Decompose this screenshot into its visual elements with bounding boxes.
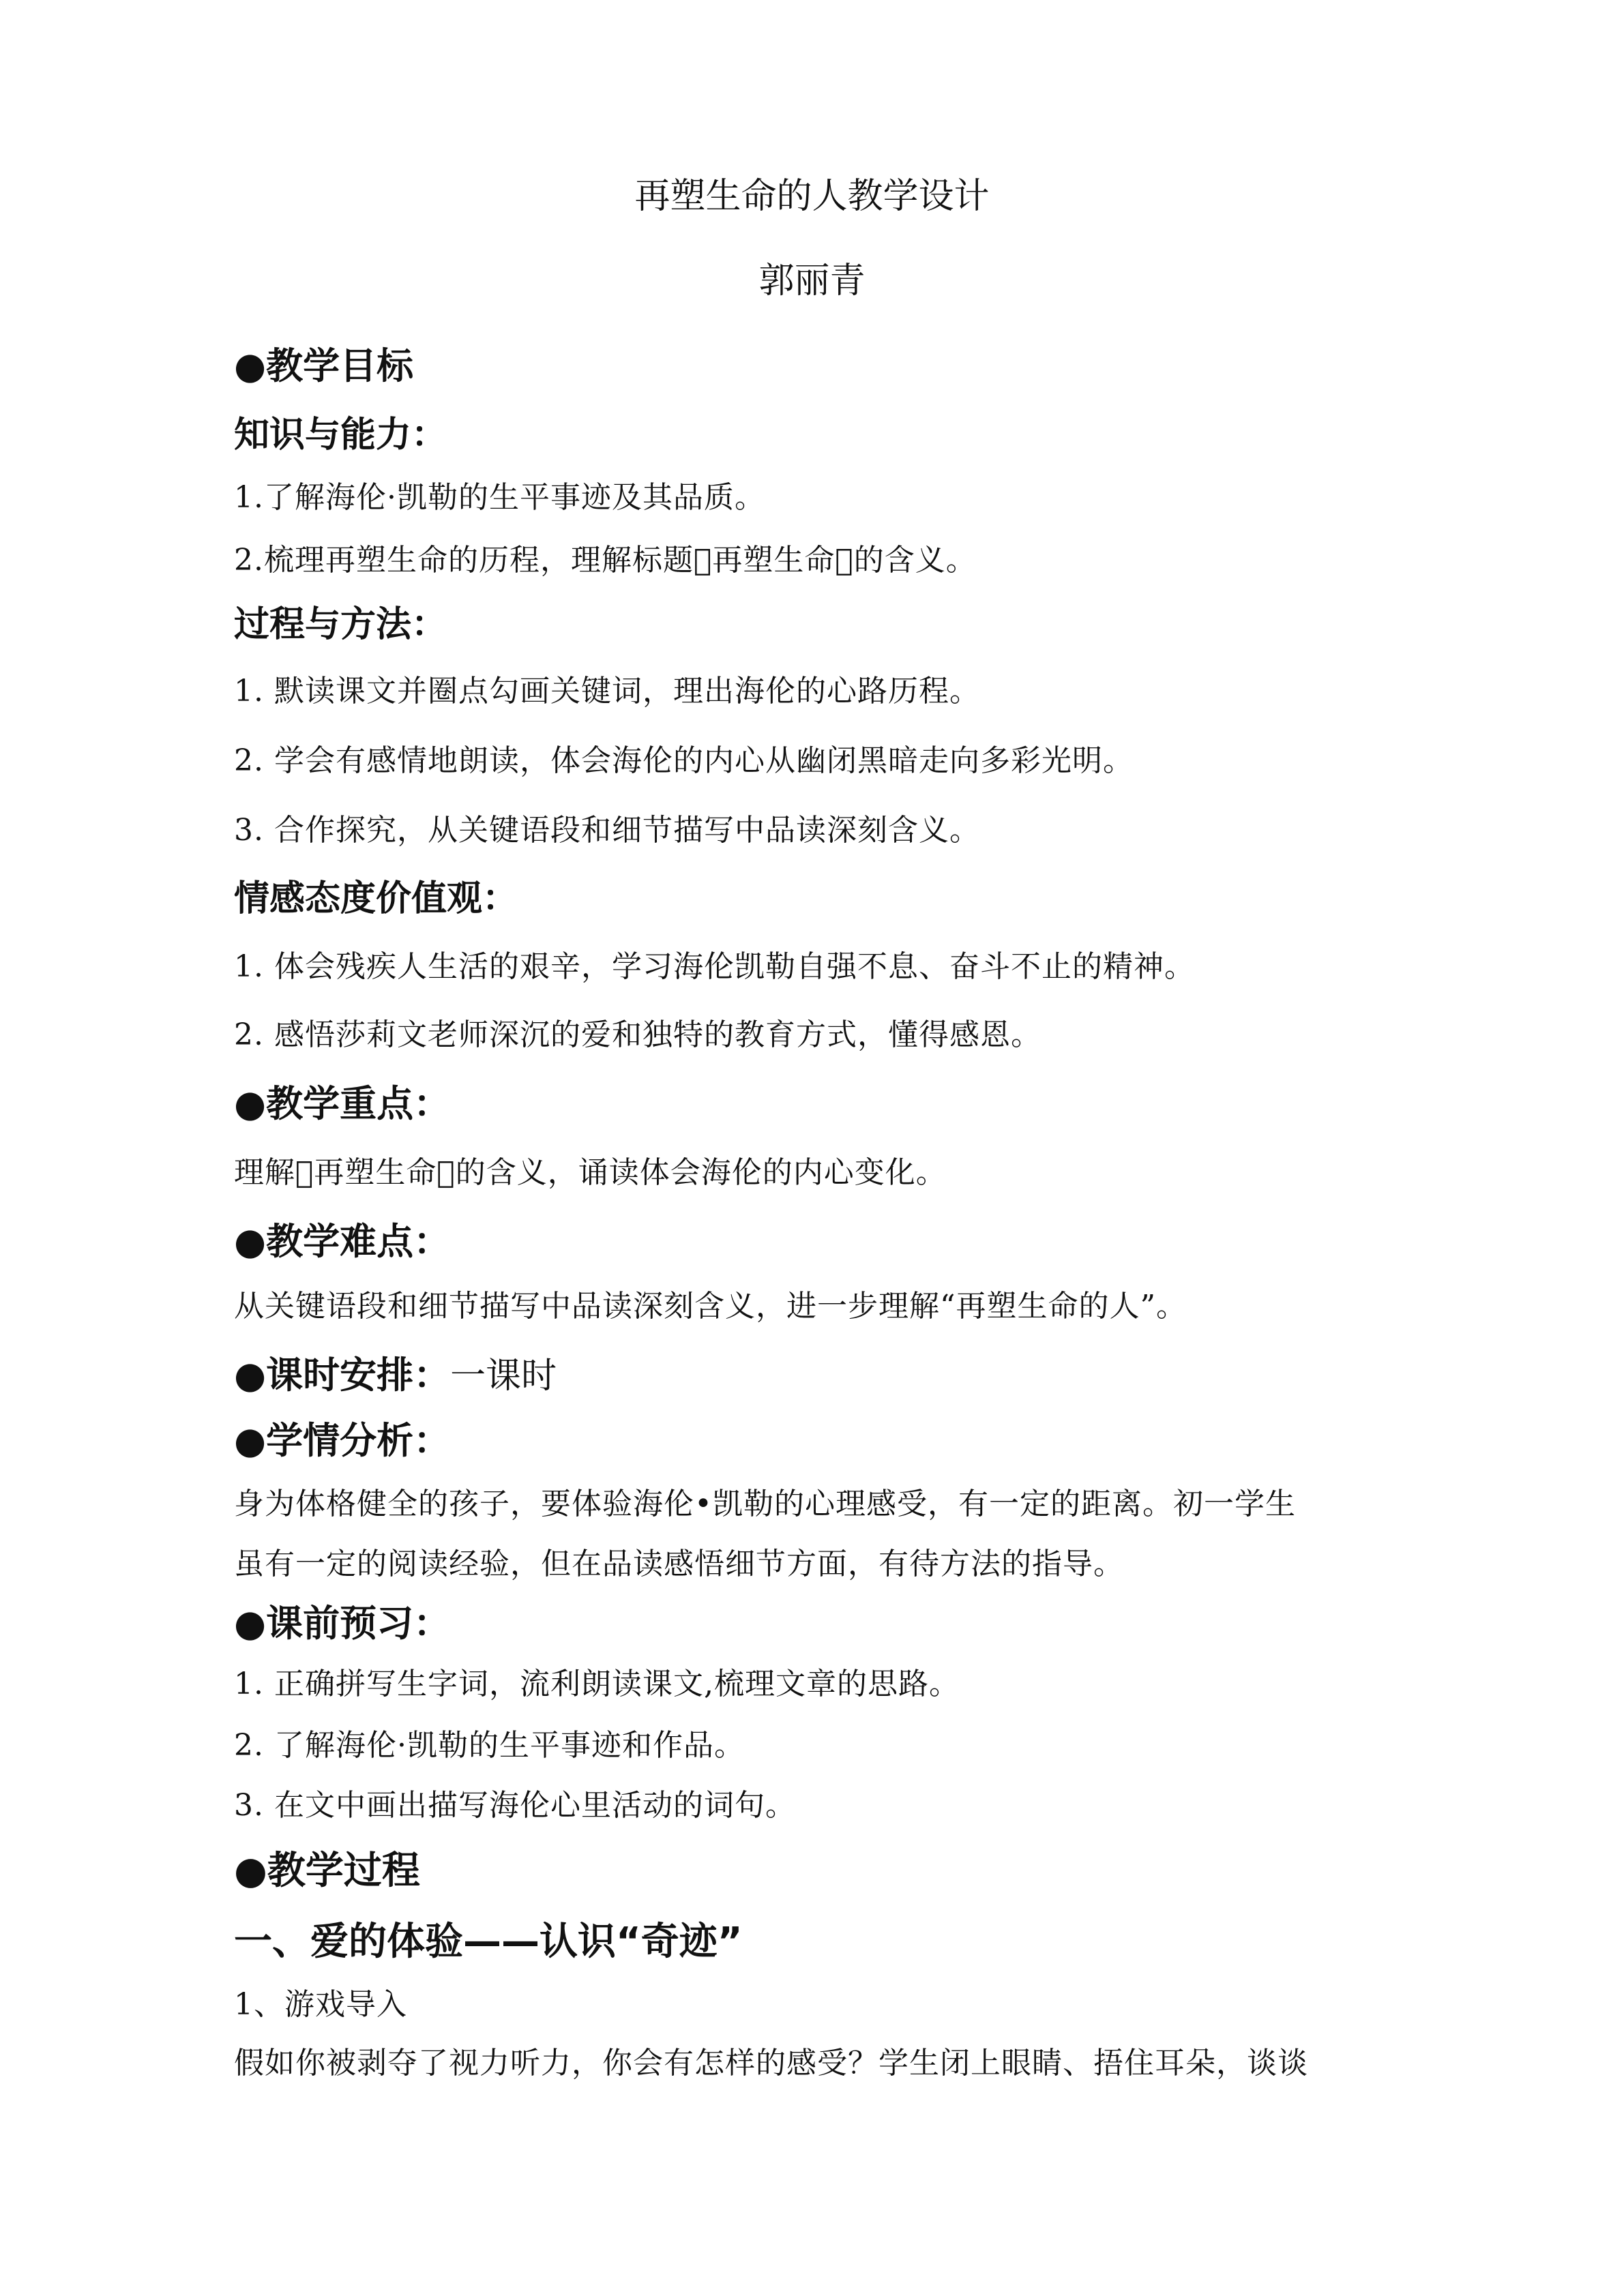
analysis-heading: ●学情分析： [234,1419,451,1462]
process-method-heading: 过程与方法： [234,604,447,645]
key-points-heading: ●教学重点： [234,1082,451,1125]
preview-item: 1. 正确拼写生字词，流利朗读课文,梳理文章的思路。 [234,1667,960,1701]
knowledge-heading: 知识与能力： [234,415,447,456]
difficulties-heading: ●教学难点： [234,1220,451,1263]
teaching-process-heading: ●教学过程 [234,1849,420,1893]
document-author: 郭丽青 [758,260,866,301]
objectives-heading: ●教学目标 [234,344,414,387]
knowledge-item: 1.了解海伦·凯勒的生平事迹及其品质。 [234,480,765,515]
key-points-text: 理解 再塑生命 的含义，诵读体会海伦的内心变化。 [234,1155,947,1190]
analysis-line: 身为体格健全的孩子，要体验海伦•凯勒的心理感受，有一定的距离。初一学生 [234,1487,1296,1521]
preview-heading: ●课前预习： [234,1602,451,1645]
process-method-item: 1. 默读课文并圈点勾画关键词，理出海伦的心路历程。 [234,674,980,709]
part1-step: 1、游戏导入 [234,1987,407,2022]
part1-text: 假如你被剥夺了视力听力，你会有怎样的感受？学生闭上眼睛、捂住耳朵，谈谈 [234,2046,1308,2081]
schedule-value: 一课时 [450,1356,557,1397]
knowledge-item: 2.梳理再塑生命的历程，理解标题 再塑生命 的含义。 [234,543,977,578]
difficulties-text: 从关键语段和细节描写中品读深刻含义，进一步理解“再塑生命的人”。 [234,1289,1187,1324]
schedule-line [234,1354,1530,1397]
part1-heading: 一、爱的体验——认识“奇迹” [234,1920,743,1964]
process-method-item: 3. 合作探究，从关键语段和细节描写中品读深刻含义。 [234,813,980,848]
emotion-item: 2. 感悟莎莉文老师深沉的爱和独特的教育方式，懂得感恩。 [234,1017,1042,1052]
analysis-line: 虽有一定的阅读经验，但在品读感悟细节方面，有待方法的指导。 [234,1547,1124,1581]
emotion-heading: 情感态度价值观： [234,878,518,919]
process-method-item: 2. 学会有感情地朗读，体会海伦的内心从幽闭黑暗走向多彩光明。 [234,743,1134,778]
emotion-item: 1. 体会残疾人生活的艰辛，学习海伦凯勒自强不息、奋斗不止的精神。 [234,949,1195,984]
preview-item: 2. 了解海伦·凯勒的生平事迹和作品。 [234,1728,745,1763]
preview-item: 3. 在文中画出描写海伦心里活动的词句。 [234,1788,796,1823]
document-title: 再塑生命的人教学设计 [634,176,990,217]
schedule-heading: ●课时安排： [234,1354,451,1397]
